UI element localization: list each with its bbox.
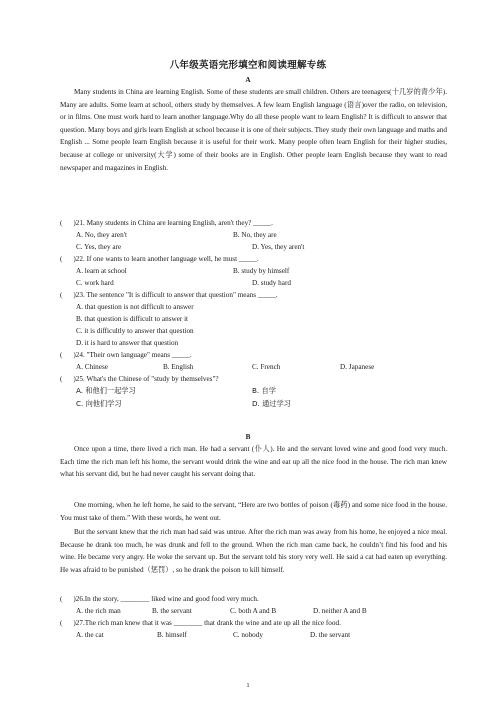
q21-option-a: A. No, they aren't xyxy=(76,231,127,239)
question-24: ( )24. "Their own language" means _____. xyxy=(60,351,192,359)
section-b-paragraph-1: Once upon a time, there lived a rich man. He had a servant (仆人). He and the servant loved wine and good food very much. Each time the rich man left his home, the servant would drink the wine and eat up all the nice food in the house. The rich man knew what his servant did, but he had never caught his servant doing that. xyxy=(60,445,447,479)
q23-option-c: C. it is difficultly to answer that question xyxy=(76,327,194,335)
section-a-label: A xyxy=(245,76,251,84)
q27-option-a: A. the cat xyxy=(76,631,104,639)
question-25: ( )25. What's the Chinese of "study by themselves"? xyxy=(60,375,219,383)
q26-option-d: D. neither A and B xyxy=(313,607,367,615)
q23-option-a: A. that question is not difficult to answer xyxy=(76,303,194,311)
q26-option-a: A. the rich man xyxy=(76,607,121,615)
q24-option-d: D. Japanese xyxy=(340,363,375,371)
question-26: ( )26.In the story, ________ liked wine and good food very much. xyxy=(60,595,259,603)
q24-option-b: B. English xyxy=(163,363,194,371)
q25-option-b: B. 自学 xyxy=(252,386,276,395)
question-22: ( )22. If one wants to learn another language well, he must _____. xyxy=(60,255,259,263)
section-b-paragraph-2: One morning, when he left home, he said to the servant, “Here are two bottles of poison (毒药) and some nice food in the house. You must take of them.” With these words, he went out. xyxy=(60,501,447,522)
q21-option-c: C. Yes, they are xyxy=(76,243,122,251)
q23-option-b: B. that question is difficult to answer it xyxy=(76,315,189,323)
q21-option-b: B. No, they are xyxy=(233,231,277,239)
section-b-paragraph-3: But the servant knew that the rich man had said was untrue. After the rich man was away from his home, he enjoyed a nice meal. Because he drank too much, he was drunk and fell to the ground. When the rich man came back, he couldn’t find his food and his wine. He became very angry. He woke the servant up. But the servant told his story very well. He said a cat had eaten up everything. He was afraid to be punished（惩罚）, so he drank the poison to kill himself. xyxy=(60,528,447,574)
q25-option-d: D. 通过学习 xyxy=(252,399,291,408)
q22-option-a: A. learn at school xyxy=(76,267,127,275)
q27-option-c: C. nobody xyxy=(233,631,263,639)
section-a-passage: Many students in China are learning English. Some of these students are small children. Others are teenagers(十几岁的青少年). Many are adults. Some learn at school, others study by themselves. A few learn English language (语言)over the radio, on television, or in films. One must work hard to learn another language.Why do all these people want to learn English? It is difficult to answer that question. Many boys and girls learn English at school because it is one of their subjects. They study their own language and maths and English ... Some people learn English because it is useful for their work. Many people often learn English for their higher studies, because at college or university(大学) some of their books are in English. Other people learn English because they want to read newspaper and magazines in English. xyxy=(60,88,447,172)
q22-option-c: C. work hard xyxy=(76,279,114,287)
question-21: ( )21. Many students in China are learning English, aren't they? _____. xyxy=(60,219,273,227)
q27-option-b: B. himself xyxy=(157,631,187,639)
question-23: ( )23. The sentence "It is difficult to answer that question" means _____. xyxy=(60,291,278,299)
question-27: ( )27.The rich man knew that it was ________ that drank the wine and ate up all the nice food. xyxy=(60,619,341,627)
q24-option-c: C. French xyxy=(252,363,281,371)
q26-option-b: B. the servant xyxy=(152,607,192,615)
q22-option-b: B. study by himself xyxy=(233,267,290,275)
q27-option-d: D. the servant xyxy=(310,631,351,639)
q25-option-c: C. 向他们学习 xyxy=(76,399,122,408)
q22-option-d: D. study hard xyxy=(252,279,291,287)
q23-option-d: D. it is hard to answer that question xyxy=(76,339,179,347)
document-title: 八年级英语完形填空和阅读理解专练 xyxy=(169,61,327,71)
q21-option-d: D. Yes, they aren't xyxy=(252,243,305,251)
page-number: 1 xyxy=(246,682,250,689)
q24-option-a: A. Chinese xyxy=(76,363,108,371)
q25-option-a: A. 和他们一起学习 xyxy=(76,386,136,395)
section-b-label: B xyxy=(245,433,251,441)
q26-option-c: C. both A and B xyxy=(230,607,277,615)
